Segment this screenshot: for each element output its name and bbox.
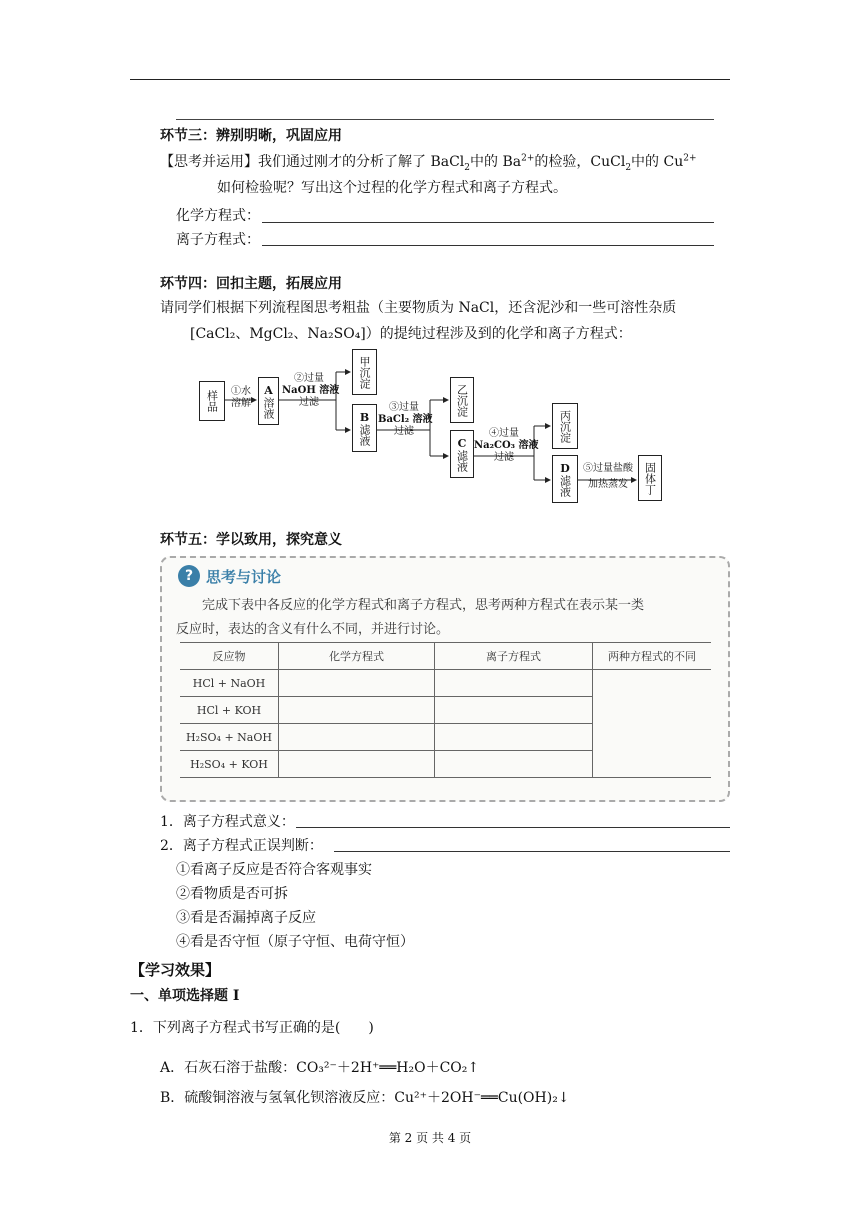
table-cell-reactant: HCl + NaOH [180,670,279,697]
table-cell-chem[interactable] [279,724,435,751]
flow-step3: ③过量 BaCl₂ 溶液 过滤 [378,402,433,437]
judge-item: ④看是否守恒（原子守恒、电荷守恒） [176,934,414,950]
table-cell-chem[interactable] [279,751,435,778]
flow-step4: ④过量 Na₂CO₃ 溶液 过滤 [474,428,539,463]
table-cell-reactant: H₂SO₄ + NaOH [180,724,279,751]
flow-box-c: C 滤液 [450,430,474,478]
flow-box-b: B 滤液 [352,404,377,452]
section4-heading: 环节四：回扣主题，拓展应用 [160,276,342,292]
table-cell-ion[interactable] [435,697,593,724]
judge-item: ③看是否漏掉离子反应 [176,910,316,926]
section4-text2: [CaCl₂、MgCl₂、Na₂SO₄]）的提纯过程涉及到的化学和离子方程式： [190,326,632,342]
table-cell-reactant: H₂SO₄ + KOH [180,751,279,778]
chem-equation-label: 化学方程式： [176,208,260,224]
table-header-row [180,643,711,670]
flow-box-a: A 溶液 [258,377,279,425]
table-cell-chem[interactable] [279,697,435,724]
option-a[interactable]: A．石灰石溶于盐酸：CO₃²⁻＋2H⁺══H₂O＋CO₂↑ [160,1060,480,1076]
discussion-text1: 完成下表中各反应的化学方程式和离子方程式，思考两种方程式在表示某一类 [202,598,645,613]
effect-heading: 【学习效果】 [130,961,221,979]
discussion-box [160,556,730,802]
table-cell-ion[interactable] [435,751,593,778]
option-b[interactable]: B．硫酸铜溶液与氢氧化钡溶液反应：Cu²⁺＋2OH⁻══Cu(OH)₂↓ [160,1090,570,1106]
page-footer: 第 2 页 共 4 页 [388,1131,472,1145]
judge-blank[interactable] [334,851,730,852]
table-header: 反应物 [180,643,279,670]
section4-text1: 请同学们根据下列流程图思考粗盐（主要物质为 NaCl，还含泥沙和一些可溶性杂质 [160,300,677,316]
table-header: 化学方程式 [279,643,435,670]
table-row [180,670,711,697]
judge-item: ②看物质是否可拆 [176,886,288,902]
table-header: 两种方程式的不同 [593,643,712,670]
flow-sample-box: 样品 [199,381,225,421]
flow-ding-box: 固体丁 [638,455,662,501]
section3-heading: 环节三：辨别明晰，巩固应用 [160,128,342,144]
think-tag: 【思考并运用】 [160,154,258,170]
flow-bing-box: 丙沉淀 [552,403,578,449]
discussion-text2: 反应时，表达的含义有什么不同，并进行讨论。 [176,622,450,637]
meaning-label: 1．离子方程式意义： [160,814,295,830]
judge-label: 2．离子方程式正误判断： [160,838,323,854]
table-cell-ion[interactable] [435,724,593,751]
flow-step1: ①水 溶解 [231,386,251,409]
meaning-blank[interactable] [296,827,730,828]
table-cell-reactant: HCl + KOH [180,697,279,724]
flow-jia-box: 甲沉淀 [352,349,377,395]
table-cell-ion[interactable] [435,670,593,697]
flow-box-d: D 滤液 [552,455,578,503]
discussion-icon: ? [178,565,200,587]
think-question: 【思考并运用】我们通过刚才的分析了解了 BaCl$_2$中的 $Ba^{2+}$的检验，CuCl$_2$中的 $Cu^{2+}$ [160,153,697,173]
judge-item: ①看离子反应是否符合客观事实 [176,862,372,878]
table-cell-diff[interactable] [593,670,712,778]
flowchart-arrows [0,0,860,520]
table-header: 离子方程式 [435,643,593,670]
section5-heading: 环节五：学以致用，探究意义 [160,532,342,548]
ion-equation-label: 离子方程式： [176,232,260,248]
discussion-title: 思考与讨论 [206,568,282,586]
table-cell-chem[interactable] [279,670,435,697]
think-question-line2: 如何检验呢？写出这个过程的化学方程式和离子方程式。 [217,180,567,196]
flow-step5: ⑤过量盐酸 加热蒸发 [583,463,633,490]
flow-step2: ②过量 NaOH 溶液 过滤 [282,373,340,408]
reaction-table [180,642,711,778]
part1-heading: 一、单项选择题 I [130,988,240,1004]
flow-yi-box: 乙沉淀 [450,377,474,423]
question-1: 1．下列离子方程式书写正确的是( ) [130,1020,374,1036]
